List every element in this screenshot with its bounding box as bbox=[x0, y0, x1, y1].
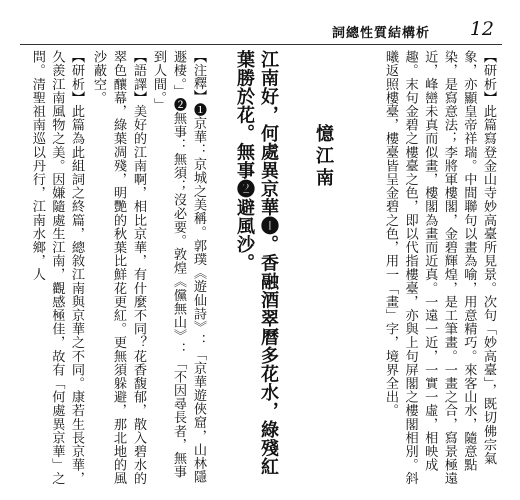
notes-section bbox=[86, 50, 208, 490]
page-body bbox=[18, 50, 498, 490]
notes-label: 【注釋】 bbox=[191, 50, 206, 103]
poem-title: 憶江南 bbox=[313, 124, 334, 190]
notes-item: ❶京華：京城之美稱。郭璞《遊仙詩》：「京華遊俠窟，山林隱遯棲。」❷無事：無須；沒必要。敦煌《儻無山》：「不因尋長者，無事到人間。」 bbox=[151, 50, 206, 484]
header-rule bbox=[20, 44, 502, 45]
running-title: 詞總性質結構析 bbox=[331, 26, 430, 41]
page-number: 12 bbox=[469, 18, 494, 40]
poem-body bbox=[208, 50, 280, 490]
analysis-bottom-paragraph: 【研析】此篇為此組詞之終篇，總敘江南與京華之不同。康若生長京華，久羨江南風物之美。因嫌隨處生江南，觀感極佳，故有「何處異京華」之問。清聖祖南巡以丹行，江南水鄉，人 bbox=[29, 50, 84, 486]
poem-heading bbox=[280, 50, 336, 490]
translation-paragraph: 【語譯】美好的江南啊，相比京華，有什麼不同？花香馥郁，散入碧水的翠色釀幕，綠葉凋殘，明艷的秋葉比鮮花更紅。更無須躲避，那北地的風沙蔽空。 bbox=[91, 50, 146, 486]
running-head bbox=[30, 18, 494, 42]
notes-paragraph bbox=[148, 50, 208, 490]
analysis-text-bottom bbox=[12, 50, 86, 490]
analysis-top-paragraph: 【研析】此篇寫登金山寺妙高臺所見景。次句「妙高臺」，既切佛宗氣象，亦顯皇帝祥瑞。中間聯句以畫為喻，用意精巧。來客山水，隨意點染，是寫意法；李將軍樓閣，金碧輝煌，是工筆畫。一畫之合，寫景極遠近，峰巒未真而似畫，樓閣為畫而近真。一遠一近，一實一虛，相映成趣。末句金碧之樓臺之色，即以代指樓臺，亦與上句屏閣之樓閣相別。斜曦返照樓臺，樓臺皆呈金碧之色，用一「畫」字，境界全出。 bbox=[383, 50, 496, 486]
analysis-text-top bbox=[336, 50, 498, 490]
poem-text: 江南好，何處異京華❶。香融酒翠曆多花水，綠殘紅葉勝於花。無事❷避風沙。 bbox=[234, 50, 279, 476]
